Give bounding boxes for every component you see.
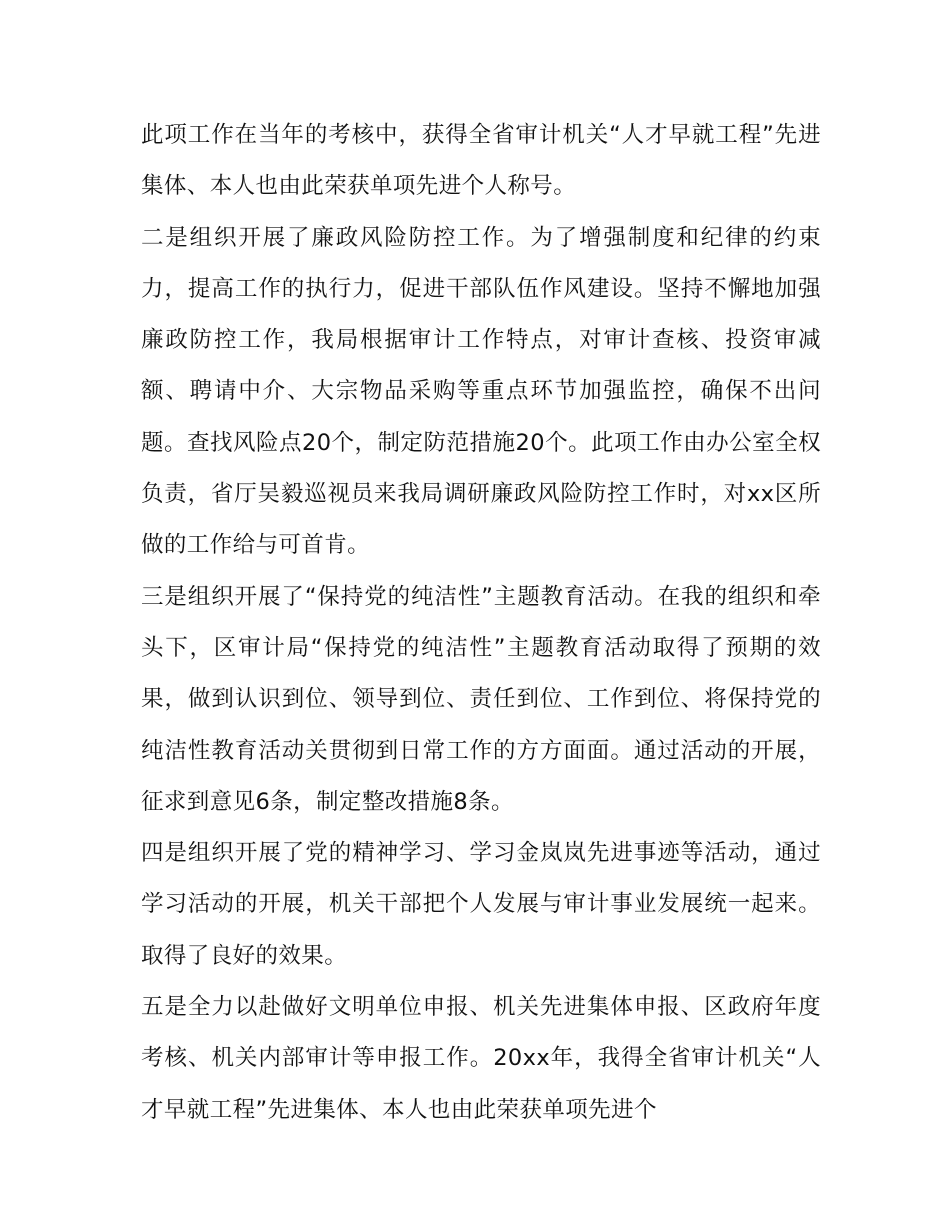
- paragraph-point-five: 五是全力以赴做好文明单位申报、机关先进集体申报、区政府年度考核、机关内部审计等申报工作。20xx年，我得全省审计机关“人才早就工程”先进集体、本人也由此荣获单项先进个: [141, 994, 821, 1123]
- paragraph-point-four: 四是组织开展了党的精神学习、学习金岚岚先进事迹等活动，通过学习活动的开展，机关干部把个人发展与审计事业发展统一起来。取得了良好的效果。: [141, 840, 821, 969]
- document-body: [141, 110, 821, 1136]
- paragraph-point-two: 二是组织开展了廉政风险防控工作。为了增强制度和纪律的约束力，提高工作的执行力，促进干部队伍作风建设。坚持不懈地加强廉政防控工作，我局根据审计工作特点，对审计查核、投资审减额、聘请中介、大宗物品采购等重点环节加强监控，确保不出问题。查找风险点20个，制定防范措施20个。此项工作由办公室全权负责，省厅吴毅巡视员来我局调研廉政风险防控工作时，对xx区所做的工作给与可首肯。: [141, 224, 821, 559]
- paragraph-continuation: 此项工作在当年的考核中，获得全省审计机关“人才早就工程”先进集体、本人也由此荣获单项先进个人称号。: [141, 122, 821, 200]
- paragraph-point-three: 三是组织开展了“保持党的纯洁性”主题教育活动。在我的组织和牵头下，区审计局“保持党的纯洁性”主题教育活动取得了预期的效果，做到认识到位、领导到位、责任到位、工作到位、将保持党的纯洁性教育活动关贯彻到日常工作的方方面面。通过活动的开展，征求到意见6条，制定整改措施8条。: [141, 583, 821, 815]
